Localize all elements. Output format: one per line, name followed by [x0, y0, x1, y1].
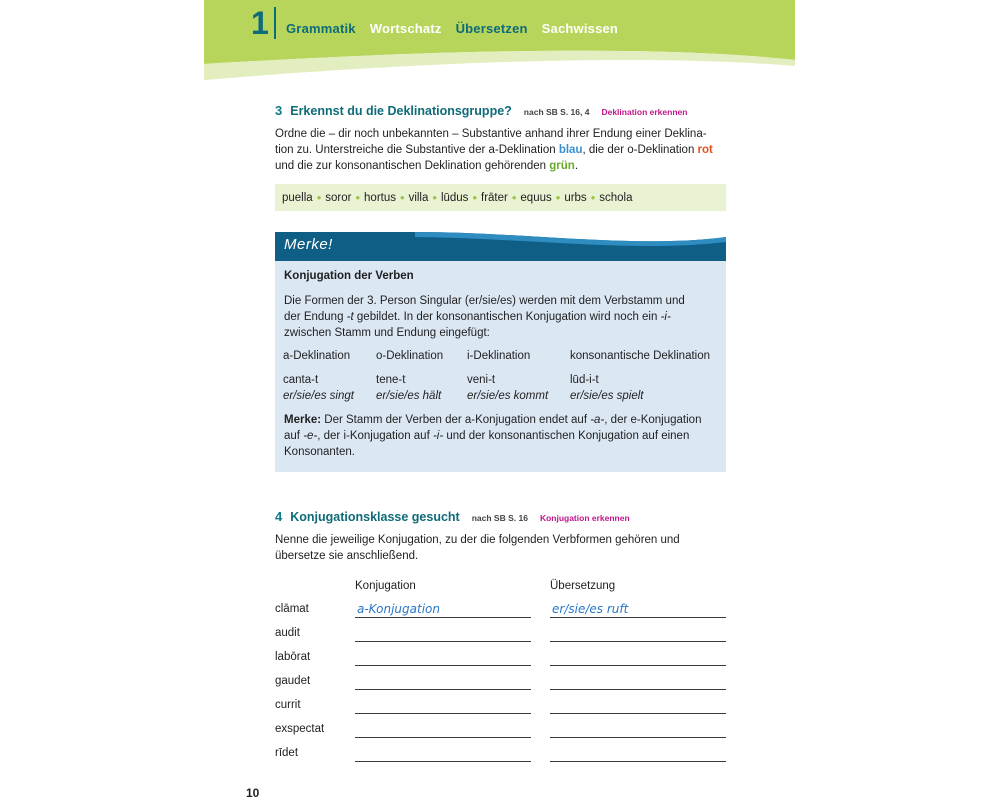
- exercise-4-skill: Konjugation erkennen: [539, 513, 630, 523]
- bullet-dot-icon: •: [472, 190, 477, 205]
- answer-line-uebersetzung[interactable]: [550, 617, 726, 618]
- instruction-line: tion zu. Unterstreiche die Substantive der a-Deklination blau, die der o-Deklination rot: [275, 144, 713, 156]
- word-item[interactable]: lūdus: [440, 191, 469, 204]
- bullet-dot-icon: •: [355, 190, 361, 205]
- merke-rule: Merke: Der Stamm der Verben der a-Konjugation endet auf -a-, der e-Konjugation auf -e-, der i-Konjugation auf -i- und der konsonantischen Konjugation auf einen Konsonanten.: [284, 414, 702, 458]
- conj-column-head: a-Deklination: [283, 350, 351, 362]
- exercise-4-reference: nach SB S. 16: [471, 513, 528, 523]
- exercise-4-instructions: Nenne die jeweilige Konjugation, zu der die folgenden Verbformen gehören und übersetze sie anschließend.: [275, 534, 680, 562]
- word-item[interactable]: hortus: [364, 191, 396, 204]
- exercise-4-title: Konjugationsklasse gesucht: [290, 510, 460, 524]
- tab-uebersetzen: Übersetzen: [455, 21, 528, 36]
- exercise-3-heading: [275, 103, 687, 118]
- answer-line-konjugation[interactable]: [355, 713, 531, 714]
- verb-form: exspectat: [275, 723, 325, 735]
- chapter-tabs: [286, 21, 618, 36]
- chapter-divider: [274, 7, 276, 39]
- merke-paragraph: Die Formen der 3. Person Singular (er/sie/es) werden mit dem Verbstamm und der Endung -t gebildet. In der konsonantischen Konjugation wird noch ein -i- zwischen Stamm und Endung eingefügt:: [284, 295, 685, 339]
- answer-konjugation: a-Konjugation: [357, 602, 440, 616]
- bullet-dot-icon: •: [400, 190, 405, 205]
- exercise-3-number: 3: [275, 103, 283, 118]
- answer-uebersetzung: er/sie/es ruft: [552, 602, 629, 616]
- bullet-dot-icon: •: [511, 190, 517, 205]
- verb-form: audit: [275, 627, 300, 639]
- word-list-box: [275, 184, 726, 211]
- conj-translation: er/sie/es hält: [376, 390, 442, 402]
- exercise-3-skill: Deklination erkennen: [601, 107, 688, 117]
- tab-wortschatz: Wortschatz: [369, 21, 442, 36]
- conj-translation: er/sie/es spielt: [570, 390, 644, 402]
- page-number: 10: [246, 786, 260, 800]
- answer-line-konjugation[interactable]: [355, 761, 531, 762]
- word-item[interactable]: urbs: [564, 191, 587, 204]
- verb-form: labōrat: [275, 651, 311, 663]
- verb-form: clāmat: [275, 603, 309, 615]
- word-item[interactable]: frāter: [481, 191, 508, 204]
- conj-form: tene-t: [376, 374, 406, 386]
- header-band-shape: [204, 0, 795, 80]
- tab-grammatik: Grammatik: [286, 21, 356, 36]
- instruction-line: und die zur konsonantischen Deklination gehörenden grün.: [275, 160, 579, 172]
- conj-form: lūd-i-t: [570, 374, 599, 386]
- conj-column-head: i-Deklination: [467, 350, 531, 362]
- answer-line-uebersetzung[interactable]: [550, 737, 726, 738]
- word-item[interactable]: puella: [282, 191, 313, 204]
- answer-line-uebersetzung[interactable]: [550, 641, 726, 642]
- word-item[interactable]: villa: [408, 191, 429, 204]
- merke-header: [275, 229, 726, 261]
- merke-subtitle: Konjugation der Verben: [284, 270, 414, 282]
- answer-line-uebersetzung[interactable]: [550, 761, 726, 762]
- answer-line-konjugation[interactable]: [355, 665, 531, 666]
- verb-form: currit: [275, 699, 301, 711]
- color-word-rot: rot: [697, 144, 713, 156]
- conj-form: canta-t: [283, 374, 319, 386]
- conj-form: veni-t: [467, 374, 496, 386]
- answer-line-konjugation[interactable]: [355, 689, 531, 690]
- verb-form: gaudet: [275, 675, 311, 687]
- column-head-konjugation: Konjugation: [355, 580, 416, 592]
- color-word-blau: blau: [558, 144, 583, 156]
- exercise-3-title: Erkennst du die Deklinationsgruppe?: [290, 104, 512, 118]
- instruction-line: Ordne die – dir noch unbekannten – Substantive anhand ihrer Endung einer Deklina-: [275, 128, 707, 140]
- bullet-dot-icon: •: [590, 190, 596, 205]
- exercise-4-number: 4: [275, 509, 283, 524]
- verb-form: rīdet: [275, 747, 299, 759]
- chapter-header: [204, 0, 795, 80]
- answer-line-konjugation[interactable]: [355, 737, 531, 738]
- exercise-3-reference: nach SB S. 16, 4: [523, 107, 590, 117]
- answer-line-konjugation[interactable]: [355, 641, 531, 642]
- exercise-4-heading: [275, 509, 630, 524]
- word-item[interactable]: schola: [599, 191, 633, 204]
- chapter-number: 1: [251, 5, 269, 41]
- answer-line-konjugation[interactable]: [355, 617, 531, 618]
- exercise-3-instructions: [275, 126, 730, 174]
- conj-column-head: o-Deklination: [376, 350, 444, 362]
- bullet-dot-icon: •: [555, 190, 561, 205]
- bullet-dot-icon: •: [316, 190, 322, 205]
- color-word-gruen: grün: [549, 160, 575, 172]
- bullet-dot-icon: •: [432, 190, 437, 205]
- tab-sachwissen: Sachwissen: [541, 21, 619, 36]
- merke-wave-shape: [275, 229, 726, 261]
- column-head-uebersetzung: Übersetzung: [550, 580, 616, 592]
- conj-column-head: konsonantische Deklination: [570, 350, 711, 362]
- word-item[interactable]: soror: [325, 191, 352, 204]
- conj-translation: er/sie/es singt: [283, 390, 354, 402]
- merke-title: Merke!: [284, 236, 333, 253]
- answer-line-uebersetzung[interactable]: [550, 665, 726, 666]
- word-item[interactable]: equus: [520, 191, 552, 204]
- answer-line-uebersetzung[interactable]: [550, 689, 726, 690]
- conj-translation: er/sie/es kommt: [467, 390, 549, 402]
- answer-line-uebersetzung[interactable]: [550, 713, 726, 714]
